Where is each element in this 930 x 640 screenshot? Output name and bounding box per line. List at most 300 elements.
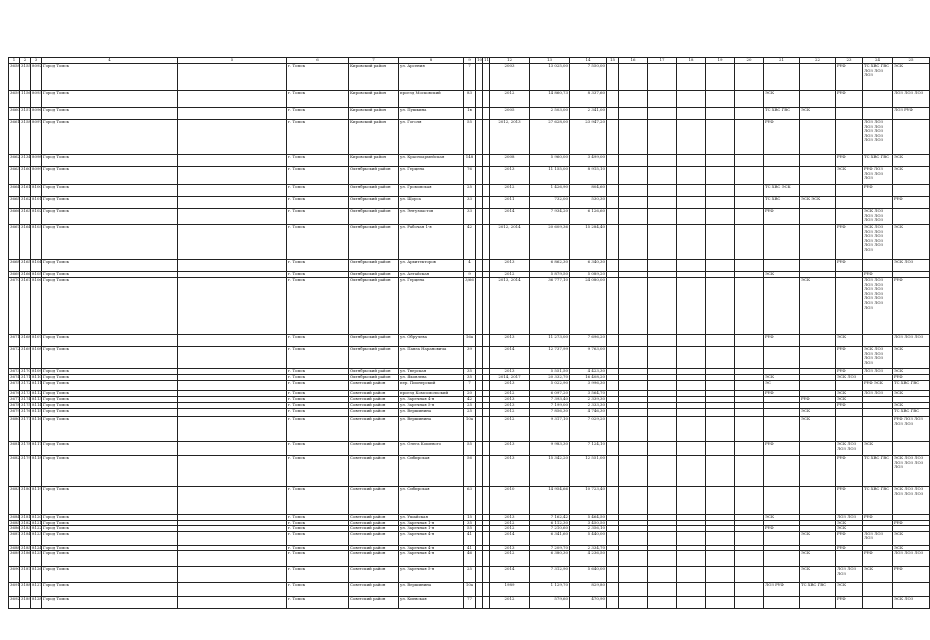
table-cell: 76 [464, 167, 476, 185]
table-cell [764, 155, 800, 167]
table-cell [706, 551, 735, 567]
table-cell [800, 91, 836, 108]
column-header: 3 [31, 58, 42, 64]
table-cell: 2012 [490, 551, 530, 567]
table-cell: 3 450,50 [570, 520, 607, 526]
column-header: 15 [607, 58, 619, 64]
table-cell: ул. Заречная 4-я [399, 531, 464, 545]
table-cell: РУФ [836, 64, 863, 91]
table-cell: ЛОЗ ЛОЗ ЛОЗ ЛОЗ ЛОЗ ЛОЗ ЛОЗ ЛОЗ ЛОЗ ЛОЗ ЛОЗ ЛОЗ ЛОЗ [863, 278, 893, 335]
table-cell: 3674 [10, 374, 20, 379]
table-cell: ул. Герцена [399, 167, 464, 185]
table-cell: 5 551,50 [530, 369, 570, 375]
table-cell: 3680 [9, 417, 20, 442]
column-header: 17 [648, 58, 677, 64]
table-cell: 36 777,10 [530, 278, 570, 335]
table-cell [619, 185, 648, 197]
table-cell: РУФ [836, 225, 863, 260]
table-cell: ЭСК ЛОЗ ЛОЗ ЛОЗ ЛОЗ ЛОЗ ЛОЗ ЛОЗ ЛОЗ ЛОЗ ЛОЗ [863, 225, 893, 260]
table-cell: РУФ [764, 442, 800, 456]
table-cell: РУФ [836, 369, 863, 375]
table-cell [476, 225, 483, 260]
table-cell: ТС ХВС ГВС [893, 409, 930, 417]
table-cell [476, 260, 483, 272]
table-cell: 2013 [490, 403, 530, 409]
table-cell: 3166 [21, 271, 31, 276]
table-cell: 2014 [490, 531, 530, 545]
table-cell: 2014 [490, 347, 530, 369]
table-cell [483, 456, 490, 487]
table-cell: 2 341,00 [570, 108, 607, 120]
column-header: 25 [893, 58, 930, 64]
table-cell [607, 442, 619, 456]
table-cell: 8116 [31, 417, 42, 442]
table-cell: Октябрьский район [349, 260, 399, 272]
table-cell: ул. Вершинина [399, 583, 464, 597]
table-cell: 25 [464, 409, 476, 417]
table-cell [706, 417, 735, 442]
table-cell: 8103 [31, 225, 42, 260]
column-header: 14 [570, 58, 607, 64]
table-cell [648, 597, 677, 609]
table-cell: 3660 [9, 108, 20, 120]
table-cell [607, 487, 619, 515]
table-cell [648, 347, 677, 369]
table-cell: проезд Комсомольский [399, 391, 464, 397]
table-cell [619, 225, 648, 260]
table-cell: ЭСК [893, 64, 930, 91]
table-cell: 8123 [31, 531, 42, 545]
table-cell: 3134 [20, 155, 31, 167]
table-cell: Кировский район [349, 155, 399, 167]
table-cell [648, 551, 677, 567]
table-cell: ЭС [764, 381, 800, 391]
table-cell [619, 167, 648, 185]
table-cell: Город Томск [42, 369, 178, 375]
table-row [9, 278, 930, 335]
table-cell: Город Томск [42, 551, 178, 567]
table-cell [800, 381, 836, 391]
table-row [9, 225, 930, 260]
table-cell: Советский район [349, 456, 399, 487]
table-cell [483, 417, 490, 442]
table-cell: ул. Обручева [399, 335, 464, 347]
table-cell: РУФ [836, 545, 863, 551]
table-cell: РУФ [863, 551, 893, 567]
table-cell: 7 [464, 64, 476, 91]
table-cell [735, 531, 764, 545]
column-header: 20 [735, 58, 764, 64]
table-cell [764, 278, 800, 335]
table-cell [476, 487, 483, 515]
table-cell: 3664 [9, 185, 20, 197]
table-cell [476, 91, 483, 108]
table-cell [863, 260, 893, 272]
table-cell: 39 [464, 347, 476, 369]
table-cell: ул. Заречная 5-я [399, 403, 464, 409]
table-cell: г. Томск [287, 391, 349, 397]
table-cell: Советский район [349, 381, 399, 391]
table-cell: ЭСК [836, 397, 863, 403]
table-cell: ЭСК ЛОЗ [893, 260, 930, 272]
table-cell: 3673 [10, 368, 20, 373]
table-cell: ул. Тверская [399, 369, 464, 375]
table-cell: 7 162,42 [530, 515, 570, 521]
table-cell: 7 199,00 [530, 403, 570, 409]
table-cell: 14 860,73 [530, 91, 570, 108]
table-cell [476, 335, 483, 347]
table-cell: 3173 [21, 390, 31, 395]
table-cell: 3666 [9, 209, 20, 225]
table-cell: 579,60 [530, 597, 570, 609]
table-cell: Город Томск [42, 456, 178, 487]
table-cell: 8 337,60 [570, 91, 607, 108]
table-cell: 2013 [490, 397, 530, 403]
table-cell: ул. Вершинина [399, 409, 464, 417]
table-cell [648, 583, 677, 597]
table-cell [863, 335, 893, 347]
table-cell: г. Томск [287, 403, 349, 409]
table-cell [483, 260, 490, 272]
table-cell: РУФ [863, 185, 893, 197]
table-cell: 3665 [9, 197, 20, 209]
table-cell: 3170 [21, 368, 31, 373]
table-cell: ЭСК ЭСК [800, 197, 836, 209]
table-cell: 8112 [32, 390, 42, 395]
table-cell [483, 347, 490, 369]
table-cell: ЭСК [836, 335, 863, 347]
table-cell: Город Томск [42, 545, 178, 551]
table-cell [863, 108, 893, 120]
table-cell [677, 225, 706, 260]
table-cell: 42 [464, 397, 476, 403]
table-cell: 2003 [490, 64, 530, 91]
table-cell: 35 [464, 369, 476, 375]
table-cell: Город Томск [42, 375, 178, 381]
table-cell: 4 236,50 [570, 551, 607, 567]
table-cell: Город Томск [42, 526, 178, 532]
table-cell: 7 [464, 381, 476, 391]
table-cell: г. Томск [287, 397, 349, 403]
table-cell [706, 456, 735, 487]
table-cell [800, 456, 836, 487]
table-cell: 2010 [490, 487, 530, 515]
table-cell: 15 342,20 [530, 456, 570, 487]
table-cell: 3675 [9, 381, 20, 391]
table-cell [648, 197, 677, 209]
table-cell: 3171 [21, 374, 31, 379]
table-cell: Город Томск [42, 91, 178, 108]
table-cell: ул. Заречная 4-я [399, 397, 464, 403]
table-cell [476, 551, 483, 567]
table-cell [735, 167, 764, 185]
table-cell [735, 278, 764, 335]
column-header: 1 [9, 58, 20, 64]
table-cell [706, 64, 735, 91]
table-cell: Город Томск [42, 567, 178, 583]
table-cell: РУФ [893, 197, 930, 209]
table-cell: 2012 [490, 91, 530, 108]
table-cell [648, 381, 677, 391]
table-cell: ЭСК [764, 375, 800, 381]
table-cell [607, 335, 619, 347]
table-cell: 5 022,90 [530, 381, 570, 391]
table-row [9, 417, 930, 442]
table-cell [619, 209, 648, 225]
table-cell [476, 531, 483, 545]
table-cell: 7 124,10 [570, 442, 607, 456]
table-cell [735, 551, 764, 567]
table-cell [476, 417, 483, 442]
table-cell: г. Томск [287, 167, 349, 185]
table-cell [764, 417, 800, 442]
table-cell [178, 91, 287, 108]
table-cell: Город Томск [42, 409, 178, 417]
table-cell: Советский район [349, 597, 399, 609]
table-cell [735, 225, 764, 260]
table-cell [476, 185, 483, 197]
table-cell: Город Томск [42, 531, 178, 545]
table-cell: 3688 [10, 544, 20, 550]
table-cell [476, 347, 483, 369]
table-cell [648, 260, 677, 272]
table-cell [677, 197, 706, 209]
table-cell: Город Томск [42, 597, 178, 609]
table-cell [648, 185, 677, 197]
table-cell [735, 197, 764, 209]
column-header: 19 [706, 58, 735, 64]
table-cell [619, 597, 648, 609]
column-header: 12 [490, 58, 530, 64]
table-cell: г. Томск [287, 531, 349, 545]
table-cell: 3 996,30 [570, 381, 607, 391]
table-cell [178, 260, 287, 272]
table-cell: РУФ [836, 487, 863, 515]
table-cell [706, 409, 735, 417]
table-cell: 3678 [10, 402, 20, 407]
table-cell [735, 597, 764, 609]
table-cell [648, 155, 677, 167]
table-cell [607, 381, 619, 391]
table-cell [619, 335, 648, 347]
table-cell: 3180 [20, 487, 31, 515]
table-cell: 804,60 [570, 185, 607, 197]
table-cell: 11 155,00 [530, 167, 570, 185]
table-cell [607, 409, 619, 417]
table-cell [476, 409, 483, 417]
table-cell: 3155 [20, 64, 31, 91]
table-cell: 3158 [20, 120, 31, 155]
table-cell [648, 209, 677, 225]
table-cell [677, 567, 706, 583]
table-cell: 3681 [9, 442, 20, 456]
table-cell: Кировский район [349, 91, 399, 108]
table-cell [648, 91, 677, 108]
table-cell [706, 567, 735, 583]
table-cell [677, 108, 706, 120]
table-cell: Октябрьский район [349, 272, 399, 278]
table-cell [800, 120, 836, 155]
table-cell: ул. Ушайская [399, 515, 464, 521]
table-cell: ЭСК [893, 531, 930, 545]
table-cell [677, 120, 706, 155]
table-cell: РУФ [863, 272, 893, 278]
table-cell: 2012 [490, 391, 530, 397]
table-cell: г. Томск [287, 120, 349, 155]
table-cell [677, 442, 706, 456]
table-cell [619, 531, 648, 545]
table-cell: 3670 [9, 278, 20, 335]
column-header: 10 [477, 57, 482, 62]
table-cell: ул. Энтузиастов [399, 209, 464, 225]
table-cell: проезд Московский [399, 91, 464, 108]
table-cell [483, 155, 490, 167]
table-cell: 12 551,00 [570, 456, 607, 487]
table-cell [619, 442, 648, 456]
table-cell: РУФ [836, 531, 863, 545]
table-cell: ул. Яковлева [399, 375, 464, 381]
table-cell [677, 347, 706, 369]
table-cell: 15 284,40 [570, 225, 607, 260]
table-cell [735, 64, 764, 91]
table-cell [619, 91, 648, 108]
table-cell: 2013, 2014 [490, 278, 530, 335]
table-cell: Город Томск [42, 442, 178, 456]
table-cell: 3676 [10, 390, 20, 395]
table-cell [735, 209, 764, 225]
table-cell: 2012 [490, 272, 530, 278]
table-cell: г. Томск [287, 225, 349, 260]
table-cell: 8115 [31, 409, 42, 417]
table-cell: РУФ [893, 567, 930, 583]
table-cell [836, 278, 863, 335]
table-cell: ул. Заречная 4-я [399, 545, 464, 551]
table-cell: 3161 [20, 185, 31, 197]
table-cell: 7 696,20 [570, 335, 607, 347]
table-cell: г. Томск [287, 155, 349, 167]
table-cell: Октябрьский район [349, 375, 399, 381]
table-cell [735, 409, 764, 417]
table-cell: ЭСК [800, 417, 836, 442]
table-cell: Город Томск [42, 335, 178, 347]
table-cell: 3690 [9, 567, 20, 583]
table-cell: 3686 [10, 525, 20, 531]
table-cell: г. Томск [287, 369, 349, 375]
table-cell: 2 339,30 [570, 397, 607, 403]
table-cell: 3672 [9, 347, 20, 369]
table-cell: 2014 [490, 209, 530, 225]
table-cell: 8093 [31, 91, 42, 108]
table-cell: 13 025,00 [530, 64, 570, 91]
table-cell: ул. Заречная 1-я [399, 520, 464, 526]
table-cell [648, 120, 677, 155]
table-cell [764, 531, 800, 545]
table-cell: ТС ХВС ГВС [800, 583, 836, 597]
table-cell [735, 108, 764, 120]
table-cell [607, 456, 619, 487]
table-cell [677, 335, 706, 347]
table-cell: ул. Алтайская [399, 272, 464, 278]
table-cell: РУФ ЛОЗ ЛОЗ ЛОЗ ЛОЗ [863, 167, 893, 185]
table-cell: ТС ХВС ГВС ЛОЗ ЛОЗ ЛОЗ [863, 64, 893, 91]
table-cell [764, 597, 800, 609]
table-cell: РУФ [836, 597, 863, 609]
table-cell: ЭСК [800, 567, 836, 583]
table-cell [619, 583, 648, 597]
table-cell: 2013 [490, 545, 530, 551]
table-cell [677, 409, 706, 417]
table-cell: 3659 [9, 91, 20, 108]
table-cell: 2 503,00 [530, 108, 570, 120]
table-cell: 1 129,70 [530, 583, 570, 597]
table-cell [800, 597, 836, 609]
table-cell: 3683 [9, 487, 20, 515]
table-cell: ЭСК [893, 545, 930, 551]
table-cell: ул. Сибирская [399, 487, 464, 515]
table-cell [735, 260, 764, 272]
table-cell: г. Томск [287, 260, 349, 272]
table-cell: 3163 [20, 209, 31, 225]
table-cell: 2013 [490, 442, 530, 456]
register-table [8, 57, 930, 609]
table-cell: 2013 [490, 167, 530, 185]
table-cell [483, 597, 490, 609]
table-cell [483, 120, 490, 155]
table-cell: 8122 [32, 525, 42, 531]
table-cell [735, 91, 764, 108]
table-cell: г. Томск [287, 64, 349, 91]
table-cell: Октябрьский район [349, 185, 399, 197]
table-cell: Город Томск [42, 155, 178, 167]
table-cell [607, 567, 619, 583]
table-row [9, 185, 930, 197]
table-cell: 7 393,40 [530, 397, 570, 403]
table-cell [178, 456, 287, 487]
table-cell: 6 862,30 [530, 260, 570, 272]
table-cell: 3658 [9, 64, 20, 91]
table-cell: 3 499,00 [570, 155, 607, 167]
table-cell: ЛОЗ ЛОЗ ЛОЗ [893, 335, 930, 347]
table-cell [735, 335, 764, 347]
table-cell [706, 260, 735, 272]
table-cell: РУФ [800, 397, 836, 403]
table-cell [677, 551, 706, 567]
table-cell [706, 209, 735, 225]
table-cell: 8101 [31, 197, 42, 209]
table-cell: 10а [464, 583, 476, 597]
table-cell: 23 947,20 [570, 120, 607, 155]
table-cell: 3671 [9, 335, 20, 347]
table-cell [483, 197, 490, 209]
table-cell: Советский район [349, 397, 399, 403]
table-cell [706, 108, 735, 120]
table-cell: 8117 [31, 442, 42, 456]
table-cell: 1989 [490, 583, 530, 597]
table-cell: ул. Сибирская [399, 456, 464, 487]
table-cell [836, 381, 863, 391]
table-row [9, 197, 930, 209]
table-cell: г. Томск [287, 197, 349, 209]
table-cell [483, 442, 490, 456]
table-cell [619, 551, 648, 567]
column-header: 9 [464, 58, 476, 64]
table-cell: Город Томск [42, 403, 178, 409]
table-cell: ЭСК [836, 391, 863, 397]
table-cell: 3662 [9, 155, 20, 167]
table-cell [677, 597, 706, 609]
table-cell: 8124 [32, 544, 42, 550]
table-row [9, 155, 930, 167]
